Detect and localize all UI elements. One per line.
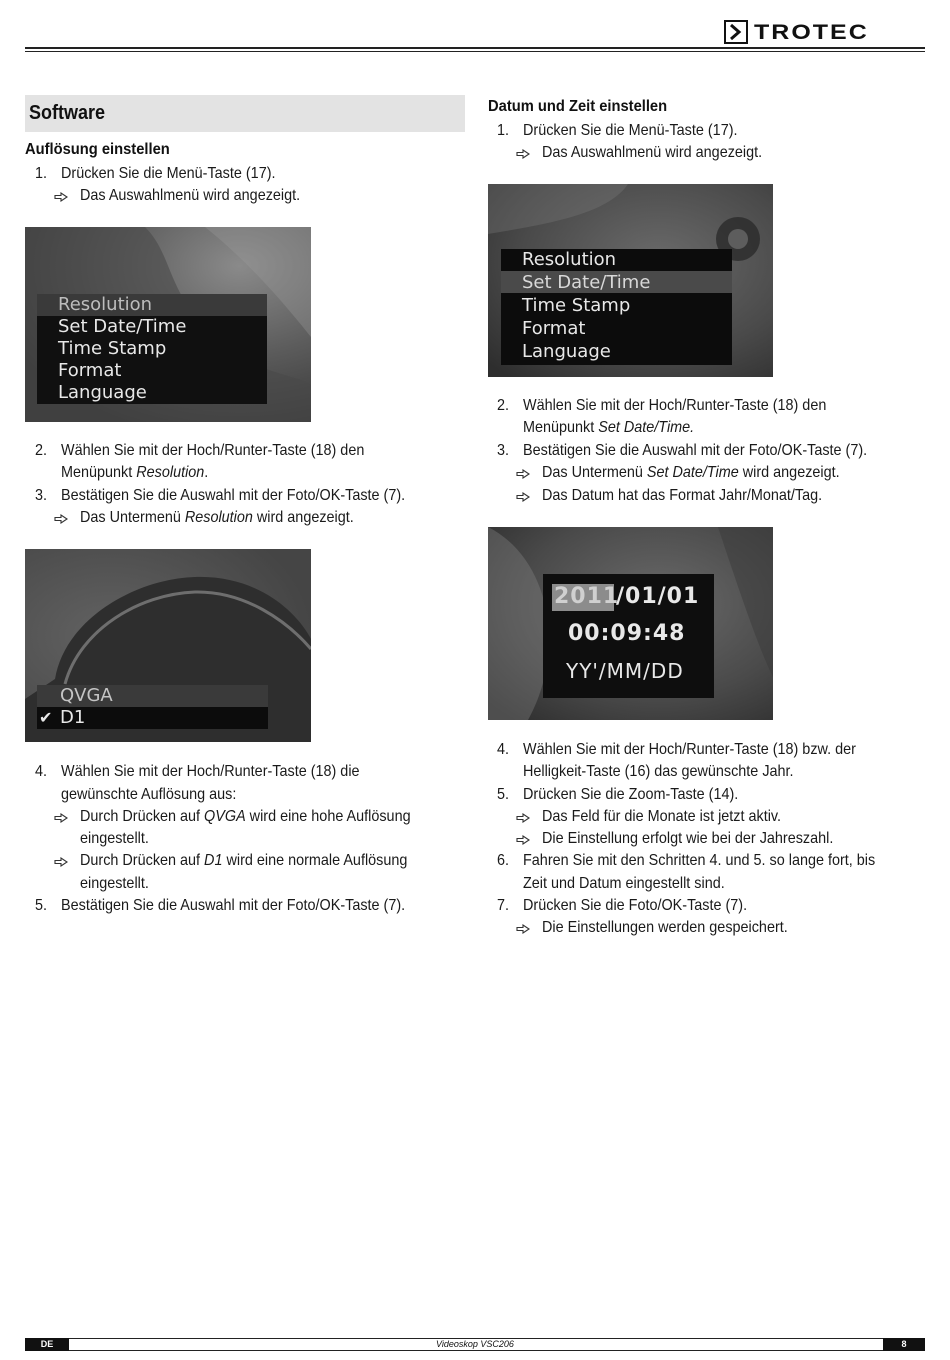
step-text: Wählen Sie mit der Hoch/Runter-Taste (18) die bbox=[61, 763, 360, 780]
step-text: Fahren Sie mit den Schritten 4. und 5. so lange fort, bis bbox=[523, 852, 876, 869]
menu-screenshot-resolution bbox=[25, 227, 311, 422]
step-text: Drücken Sie die Foto/OK-Taste (7). bbox=[523, 897, 748, 914]
logo-chevron-icon bbox=[724, 20, 748, 44]
footer-document-title: Videoskop VSC206 bbox=[436, 1339, 514, 1349]
step-number: 1. bbox=[496, 122, 509, 139]
step-text: Wählen Sie mit der Hoch/Runter-Taste (18) bzw. der bbox=[523, 741, 856, 758]
footer-language: DE bbox=[25, 1338, 69, 1351]
step-text: gewünschte Auflösung aus: bbox=[61, 786, 237, 803]
menu-item: Time Stamp bbox=[522, 295, 631, 316]
step-number: 2. bbox=[496, 397, 509, 414]
step-number: 1. bbox=[34, 165, 47, 182]
date-month-day: /01/01 bbox=[616, 584, 700, 609]
menu-item: Set Date/Time bbox=[58, 316, 187, 337]
step-text: Wählen Sie mit der Hoch/Runter-Taste (18) den bbox=[61, 442, 365, 459]
step-text: Helligkeit-Taste (16) das gewünschte Jahr. bbox=[523, 763, 794, 780]
menu-item: Format bbox=[522, 318, 586, 339]
step-result: Durch Drücken auf QVGA wird eine hohe Auflösung bbox=[80, 808, 411, 825]
result-arrow-icon bbox=[516, 486, 530, 508]
menu-item: D1 bbox=[60, 707, 86, 728]
menu-item: QVGA bbox=[60, 685, 113, 706]
header-rule bbox=[25, 47, 925, 49]
footer-page-number: 8 bbox=[883, 1338, 925, 1351]
step-result: Das Auswahlmenü wird angezeigt. bbox=[80, 187, 301, 204]
result-arrow-icon bbox=[54, 508, 68, 530]
step-text: Menüpunkt Resolution. bbox=[61, 464, 209, 481]
step-text: Bestätigen Sie die Auswahl mit der Foto/OK-Taste (7). bbox=[61, 487, 406, 504]
step-text: Drücken Sie die Zoom-Taste (14). bbox=[523, 786, 739, 803]
section-title: Software bbox=[29, 102, 106, 124]
step-result: Das Auswahlmenü wird angezeigt. bbox=[542, 144, 763, 161]
menu-screenshot-date-time bbox=[488, 184, 773, 377]
step-result: Die Einstellungen werden gespeichert. bbox=[542, 919, 788, 936]
result-arrow-icon bbox=[516, 807, 530, 829]
step-number: 4. bbox=[34, 763, 47, 780]
menu-item: Time Stamp bbox=[58, 338, 167, 359]
step-text: Menüpunkt Set Date/Time. bbox=[523, 419, 695, 436]
step-text: Bestätigen Sie die Auswahl mit der Foto/OK-Taste (7). bbox=[61, 897, 406, 914]
menu-item: Set Date/Time bbox=[522, 272, 651, 293]
step-result: Das Datum hat das Format Jahr/Monat/Tag. bbox=[542, 487, 823, 504]
menu-item: Resolution bbox=[522, 249, 617, 270]
date-time-screenshot bbox=[488, 527, 773, 720]
result-arrow-icon bbox=[54, 186, 68, 208]
result-arrow-icon bbox=[516, 918, 530, 940]
submenu-screenshot-resolution bbox=[25, 549, 311, 742]
check-icon: ✔ bbox=[39, 708, 53, 727]
menu-item: Language bbox=[522, 341, 611, 362]
step-number: 3. bbox=[496, 442, 509, 459]
trotec-logo bbox=[724, 18, 869, 46]
step-number: 7. bbox=[496, 897, 509, 914]
step-result: Durch Drücken auf D1 wird eine normale Auflösung bbox=[80, 852, 408, 869]
step-text: Zeit und Datum eingestellt sind. bbox=[523, 875, 725, 892]
step-number: 2. bbox=[34, 442, 47, 459]
step-number: 3. bbox=[34, 487, 47, 504]
step-number: 5. bbox=[496, 786, 509, 803]
right-heading: Datum und Zeit einstellen bbox=[488, 98, 668, 115]
result-arrow-icon bbox=[516, 463, 530, 485]
result-arrow-icon bbox=[516, 829, 530, 851]
result-arrow-icon bbox=[54, 807, 68, 829]
step-number: 5. bbox=[34, 897, 47, 914]
logo-wordmark: TROTEC bbox=[754, 20, 869, 44]
result-arrow-icon bbox=[54, 851, 68, 873]
left-heading: Auflösung einstellen bbox=[25, 141, 170, 158]
section-header bbox=[25, 95, 465, 132]
menu-item: Language bbox=[58, 382, 147, 403]
menu-item: Format bbox=[58, 360, 122, 381]
menu-item: Resolution bbox=[58, 294, 153, 315]
step-result: eingestellt. bbox=[80, 830, 149, 847]
step-number: 4. bbox=[496, 741, 509, 758]
time-display: 00:09:48 bbox=[568, 621, 686, 646]
step-text: Bestätigen Sie die Auswahl mit der Foto/OK-Taste (7). bbox=[523, 442, 868, 459]
step-number: 6. bbox=[496, 852, 509, 869]
step-result: Das Untermenü Set Date/Time wird angezeigt. bbox=[542, 464, 840, 481]
step-result: Das Untermenü Resolution wird angezeigt. bbox=[80, 509, 354, 526]
step-text: Wählen Sie mit der Hoch/Runter-Taste (18) den bbox=[523, 397, 827, 414]
step-result: Die Einstellung erfolgt wie bei der Jahreszahl. bbox=[542, 830, 834, 847]
date-format: YY'/MM/DD bbox=[566, 659, 684, 683]
date-year: 2011 bbox=[554, 584, 620, 609]
header-rule-thin bbox=[25, 51, 925, 52]
step-result: Das Feld für die Monate ist jetzt aktiv. bbox=[542, 808, 782, 825]
result-arrow-icon bbox=[516, 143, 530, 165]
step-text: Drücken Sie die Menü-Taste (17). bbox=[61, 165, 276, 182]
step-text: Drücken Sie die Menü-Taste (17). bbox=[523, 122, 738, 139]
step-result: eingestellt. bbox=[80, 875, 149, 892]
